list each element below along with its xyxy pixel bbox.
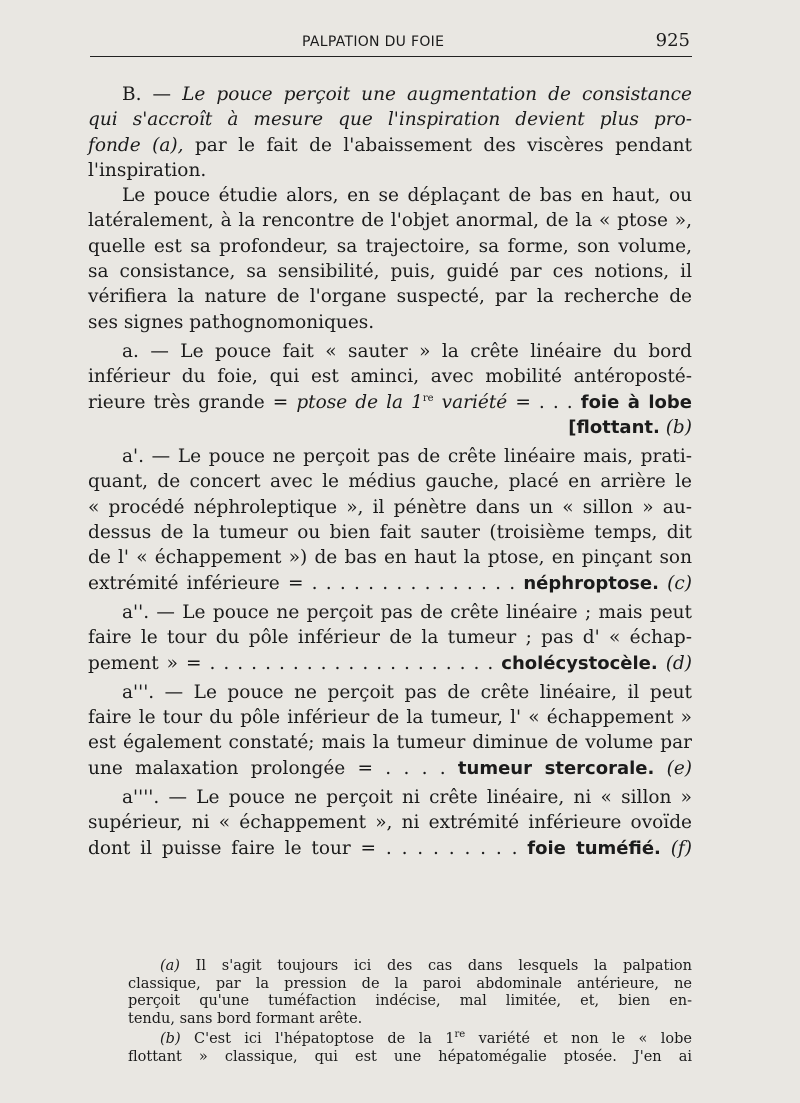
paragraph-2-line-6: ses signes pathognomoniques. <box>88 311 375 333</box>
footnote-b-line-1: (b) C'est ici l'hépatoptose de la 1re variété et non le « lobe <box>160 1029 692 1048</box>
paragraph-2-line-1: Le pouce étudie alors, en se déplaçant de bas en haut, ou <box>122 185 692 207</box>
item-a2-line-3: pement » = . . . . . . . . . . . . . . . . . . . . . cholécystocèle. (d) <box>88 652 692 674</box>
item-a4-line-2: supérieur, ni « échappement », ni extrémité inférieure ovoïde <box>88 812 692 834</box>
item-a-line-2: inférieur du foie, qui est aminci, avec mobilité antéroposté- <box>88 366 692 388</box>
paragraph-b-line-1: B. — Le pouce perçoit une augmentation de consistance <box>122 84 692 105</box>
running-title: PALPATION DU FOIE <box>302 34 445 50</box>
item-a4-line-3: dont il puisse faire le tour = . . . . . . . . . foie tuméfié. (f) <box>88 837 692 859</box>
footnote-a-line-2: classique, par la pression de la paroi abdominale antérieure, ne <box>128 975 692 992</box>
paragraph-2-line-5: vérifiera la nature de l'organe suspecté, par la recherche de <box>88 286 692 308</box>
footnote-b-line-2: flottant » classique, qui est une hépatomégalie ptosée. J'en ai <box>128 1048 692 1065</box>
item-a-line-4: [flottant. (b) <box>568 416 692 438</box>
footnote-a-line-1: (a) Il s'agit toujours ici des cas dans lesquels la palpation <box>160 958 692 974</box>
paragraph-b-line-3: fonde (a), par le fait de l'abaissement des viscères pendant <box>88 134 692 156</box>
item-a1-line-3: « procédé néphroleptique », il pénètre dans un « sillon » au- <box>88 496 692 518</box>
item-a4-line-1: a''''. — Le pouce ne perçoit ni crête linéaire, ni « sillon » <box>122 787 692 809</box>
paragraph-2-line-4: sa consistance, sa sensibilité, puis, guidé par ces notions, il <box>88 261 692 283</box>
paragraph-2-line-2: latéralement, à la rencontre de l'objet anormal, de la « ptose », <box>88 210 692 232</box>
item-a-line-1: a. — Le pouce fait « sauter » la crête linéaire du bord <box>122 340 692 362</box>
footnotes <box>128 958 692 1067</box>
footnote-a-line-3: perçoit qu'une tuméfaction indécise, mal limitée, et, bien en- <box>128 993 692 1010</box>
item-a-line-3: rieure très grande = ptose de la 1re variété = . . . foie à lobe <box>88 391 692 413</box>
item-a1-line-1: a'. — Le pouce ne perçoit pas de crête linéaire mais, prati- <box>122 446 692 468</box>
paragraph-b-line-4: l'inspiration. <box>88 159 207 181</box>
running-header <box>90 30 692 57</box>
item-a1-line-5: de l' « échappement ») de bas en haut la ptose, en pinçant son <box>88 547 692 569</box>
footnote-a-line-4: tendu, sans bord formant arête. <box>128 1010 363 1027</box>
item-a2-line-1: a''. — Le pouce ne perçoit pas de crête linéaire ; mais peut <box>122 601 692 623</box>
paragraph-b-line-2: qui s'accroît à mesure que l'inspiration devient plus pro- <box>88 109 692 131</box>
main-text <box>88 82 692 861</box>
item-a1-line-2: quant, de concert avec le médius gauche, placé en arrière le <box>88 471 692 493</box>
item-a1-line-6: extrémité inférieure = . . . . . . . . . . . . . . . néphroptose. (c) <box>88 572 692 594</box>
item-a3-line-4: une malaxation prolongée = . . . . tumeur stercorale. (e) <box>88 757 693 779</box>
item-a2-line-2: faire le tour du pôle inférieur de la tumeur ; pas d' « échap- <box>88 627 692 649</box>
item-a1-line-4: dessus de la tumeur ou bien fait sauter (troisième temps, dit <box>88 522 692 544</box>
item-a3-line-3: est également constaté; mais la tumeur diminue de volume par <box>88 732 692 754</box>
page-number: 925 <box>655 30 690 51</box>
item-a3-line-1: a'''. — Le pouce ne perçoit pas de crête linéaire, il peut <box>122 681 692 703</box>
paragraph-2-line-3: quelle est sa profondeur, sa trajectoire, sa forme, son volume, <box>88 235 692 257</box>
item-a3-line-2: faire le tour du pôle inférieur de la tumeur, l' « échappement » <box>88 707 692 729</box>
